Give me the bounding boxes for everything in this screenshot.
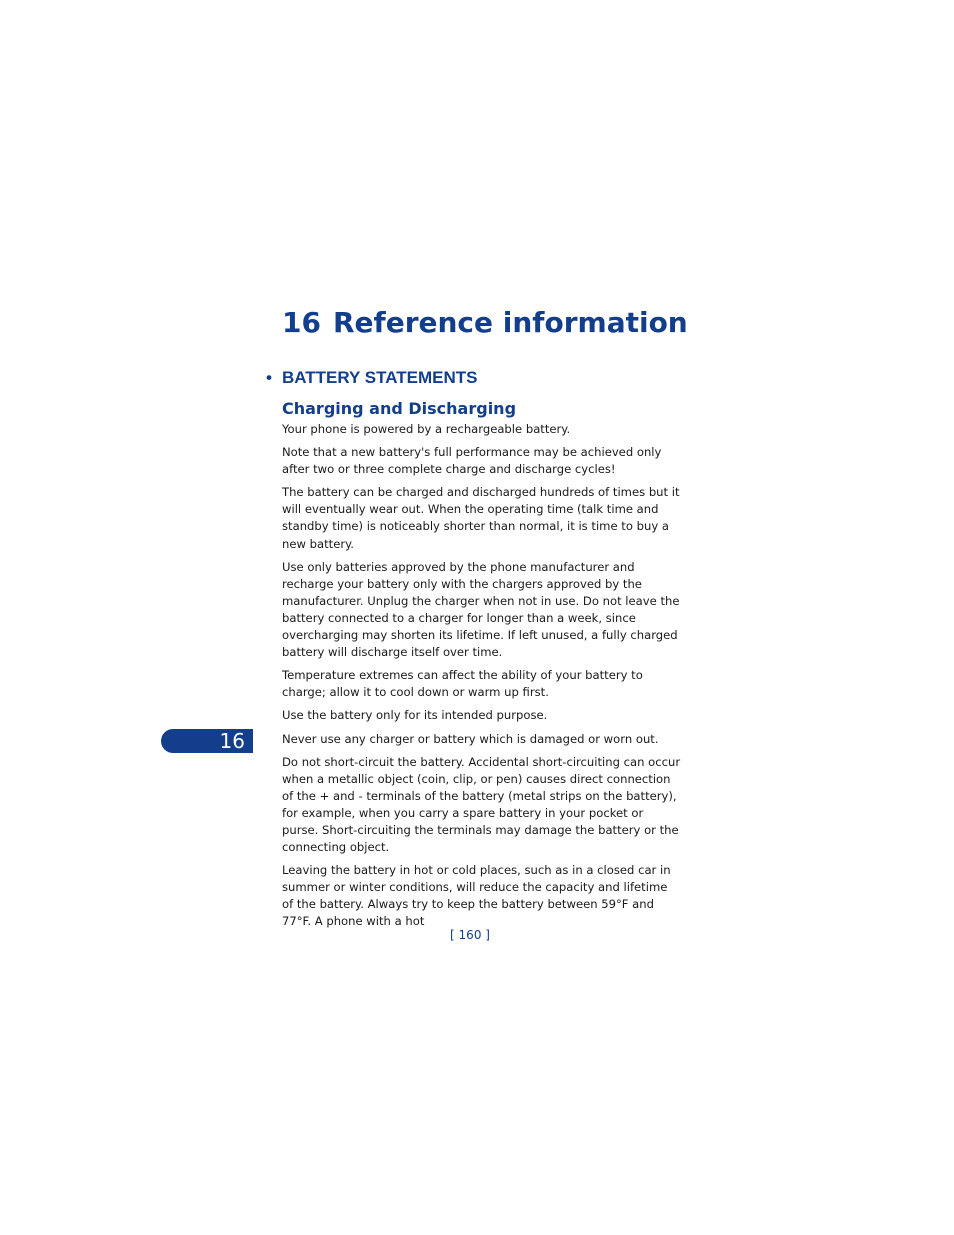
paragraph: Temperature extremes can affect the ability of your battery to charge; allow it to cool down or warm up first. xyxy=(282,668,643,700)
chapter-number: 16 xyxy=(282,306,321,339)
bullet-icon: • xyxy=(266,368,272,387)
section-heading xyxy=(266,368,478,388)
chapter-title-text: Reference information xyxy=(332,306,688,339)
page-number: [ 160 ] xyxy=(450,928,490,942)
paragraph: Your phone is powered by a rechargeable battery. xyxy=(282,422,571,436)
paragraph: Never use any charger or battery which is damaged or worn out. xyxy=(282,731,659,746)
subsection-heading: Charging and Discharging xyxy=(282,399,517,418)
paragraph: Use the battery only for its intended purpose. xyxy=(282,708,548,723)
body-text xyxy=(282,421,682,937)
chapter-tab-label: 16 xyxy=(219,729,245,753)
paragraph: Do not short-circuit the battery. Accidental short-circuiting can occur when a metallic object (coin, clip, or pen) causes direct connection of the + and - terminals of the battery (metal strips on the battery), for example, when you carry a spare battery in your pocket or purse. Short-circuiting the terminals may damage the battery or the connecting object. xyxy=(282,754,681,855)
chapter-title xyxy=(282,306,688,339)
section-heading-text: BATTERY STATEMENTS xyxy=(282,368,478,387)
paragraph: The battery can be charged and discharged hundreds of times but it will eventually wear out. When the operating time (talk time and standby time) is noticeably shorter than normal, it is time to buy a new battery. xyxy=(282,485,680,551)
paragraph: Leaving the battery in hot or cold places, such as in a closed car in summer or winter conditions, will reduce the capacity and lifetime of the battery. Always try to keep the battery between 59°F and 77°F. A phone with a hot xyxy=(282,863,671,929)
paragraph: Use only batteries approved by the phone manufacturer and recharge your battery only with the chargers approved by the manufacturer. Unplug the charger when not in use. Do not leave the battery connected to a charger for longer than a week, since overcharging may shorten its lifetime. If left unused, a fully charged battery will discharge itself over time. xyxy=(282,559,680,660)
chapter-tab xyxy=(161,729,253,753)
paragraph: Note that a new battery's full performance may be achieved only after two or three complete charge and discharge cycles! xyxy=(282,445,662,477)
